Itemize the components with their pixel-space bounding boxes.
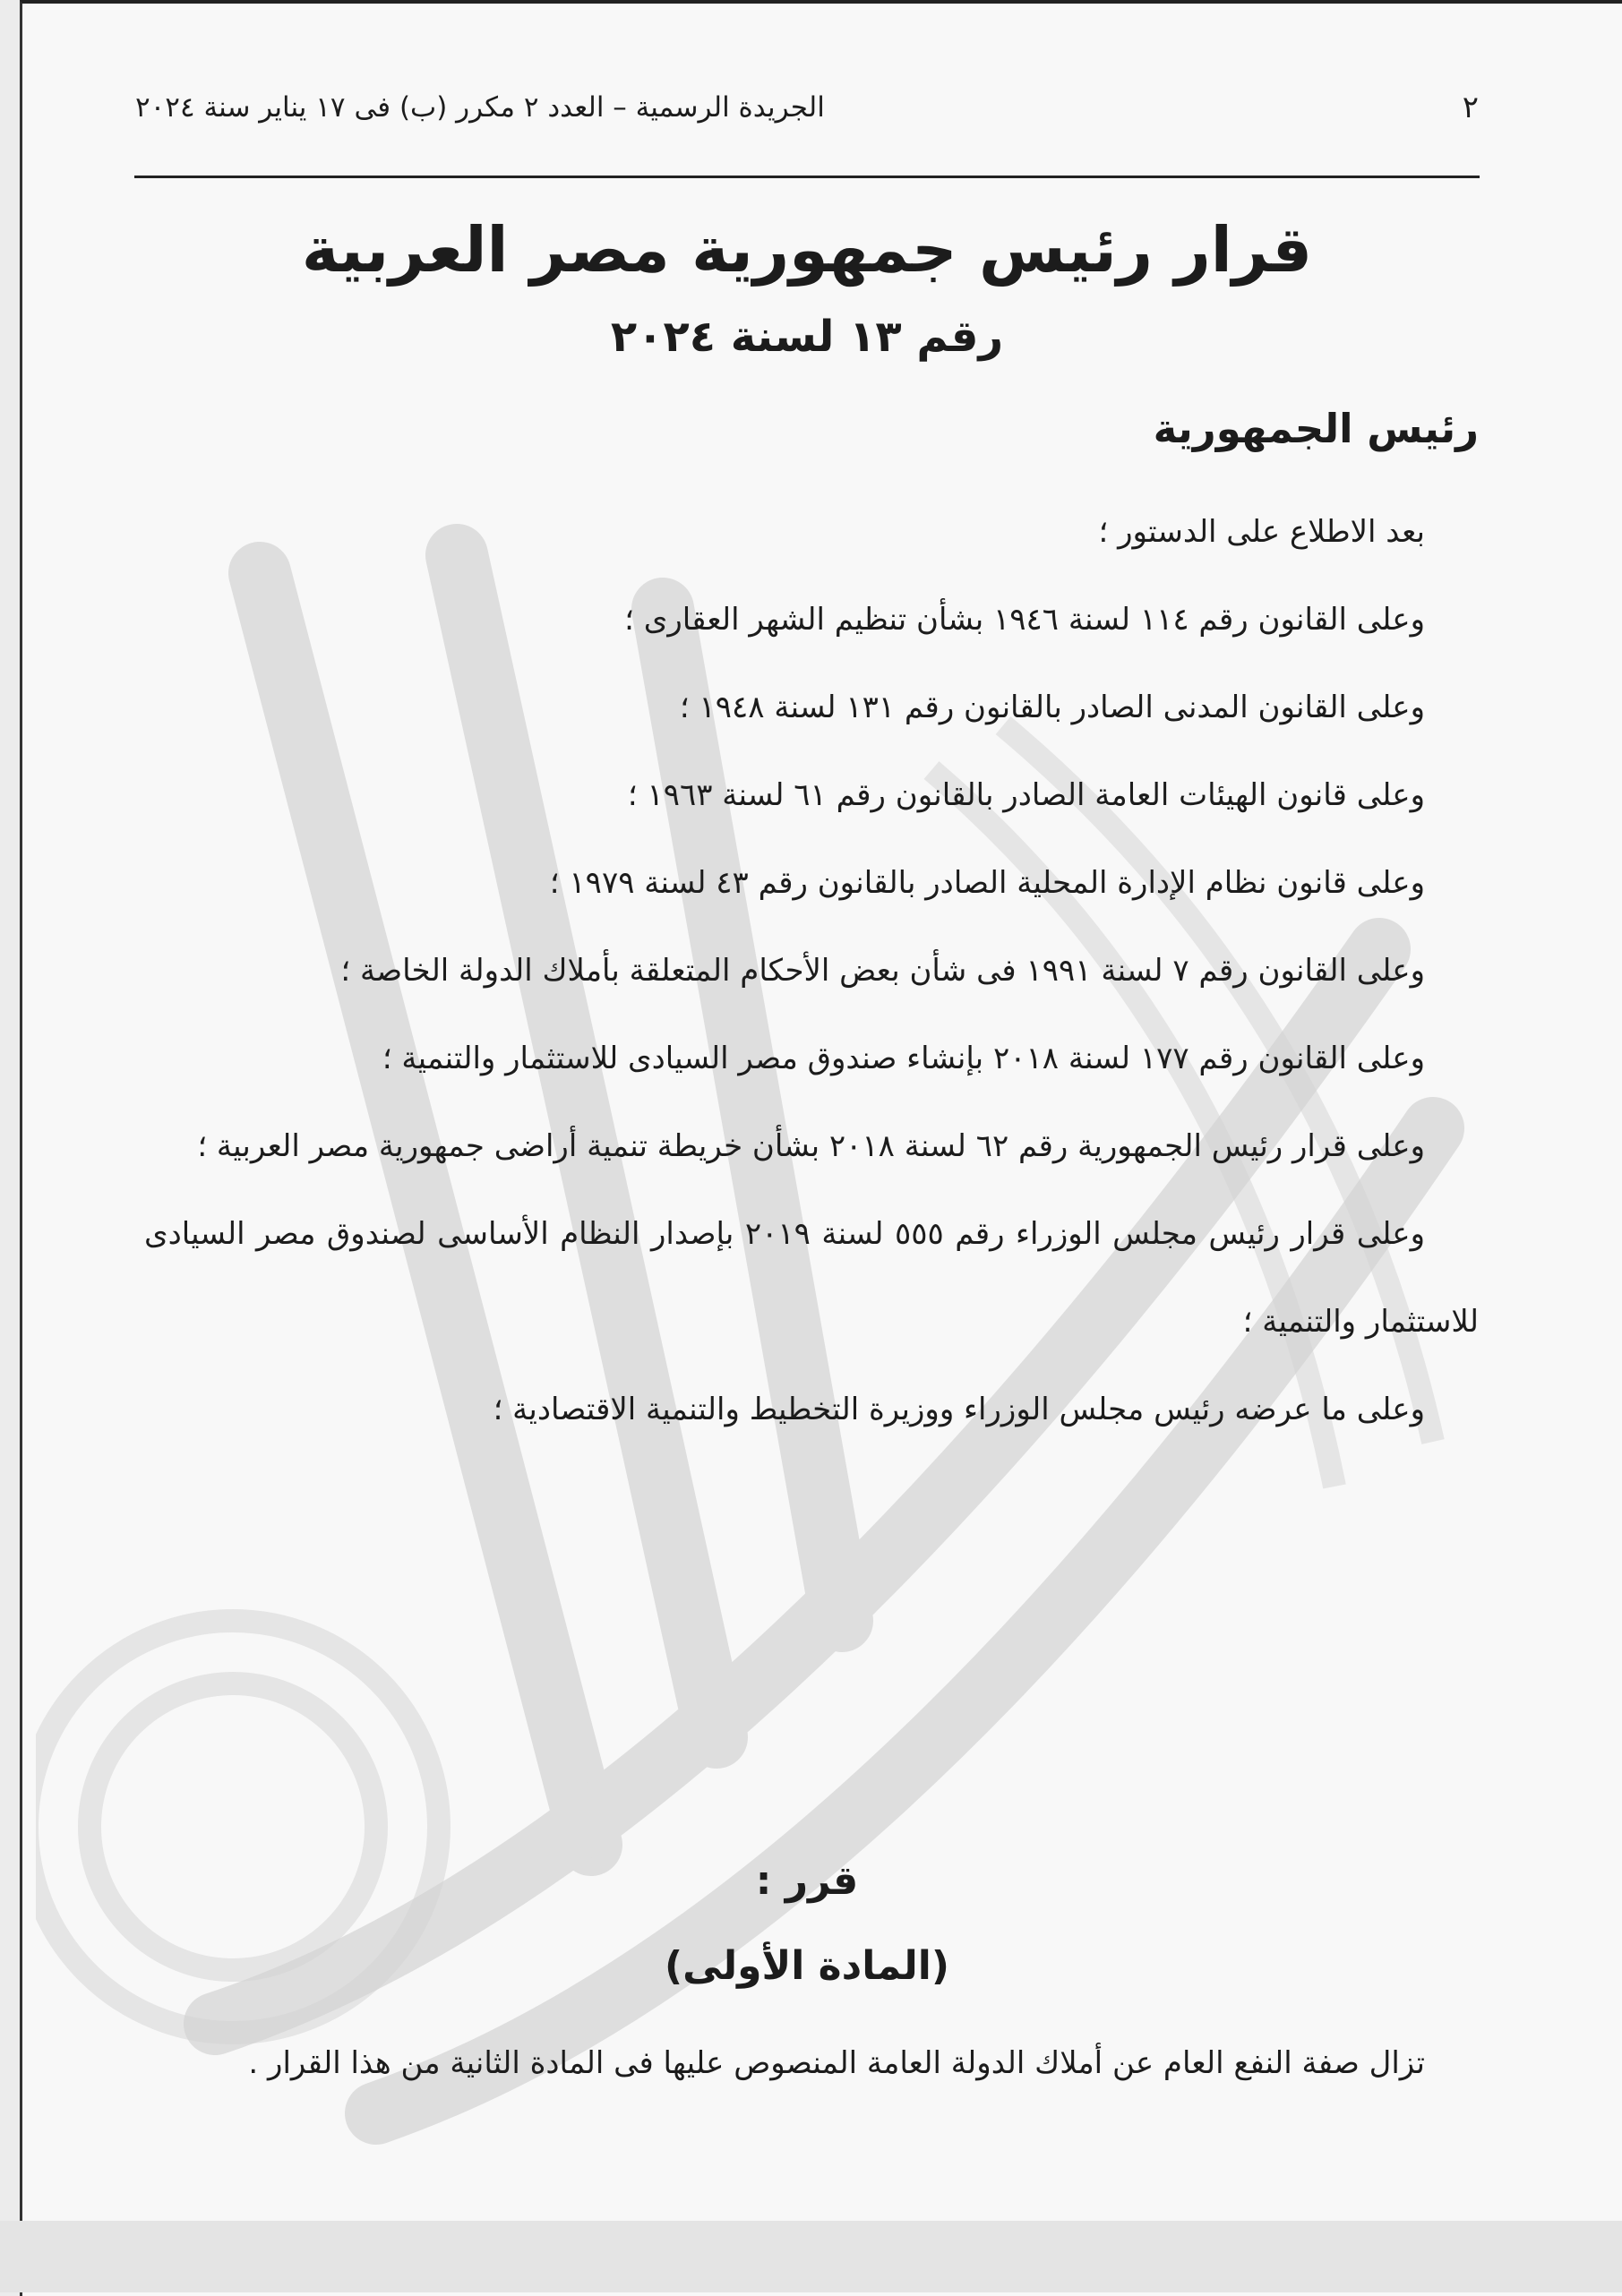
preamble-item: وعلى القانون رقم ١٧٧ لسنة ٢٠١٨ بإنشاء صندوق مصر السيادى للاستثمار والتنمية ؛ (382, 1041, 1425, 1076)
preamble-item: وعلى قرار رئيس مجلس الوزراء رقم ٥٥٥ لسنة ٢٠١٩ بإصدار النظام الأساسى لصندوق مصر السيادى للاستثمار والتنمية ؛ (144, 1216, 1479, 1340)
preamble-item: وعلى القانون المدنى الصادر بالقانون رقم ١٣١ لسنة ١٩٤٨ ؛ (679, 690, 1425, 725)
preamble (144, 488, 1479, 1453)
decision-heading: قرر : (755, 1858, 859, 1904)
decree-title: قرار رئيس جمهورية مصر العربية (301, 213, 1313, 287)
preamble-item: وعلى ما عرضه رئيس مجلس الوزراء ووزيرة التخطيط والتنمية الاقتصادية ؛ (493, 1392, 1425, 1427)
issuer-heading: رئيس الجمهورية (1153, 405, 1479, 452)
header-rule (134, 176, 1480, 178)
article-body (144, 2019, 1479, 2107)
preamble-item: وعلى القانون رقم ٧ لسنة ١٩٩١ فى شأن بعض الأحكام المتعلقة بأملاك الدولة الخاصة ؛ (340, 953, 1425, 989)
preamble-item: وعلى القانون رقم ١١٤ لسنة ١٩٤٦ بشأن تنظيم الشهر العقارى ؛ (624, 602, 1425, 638)
preamble-item: بعد الاطلاع على الدستور ؛ (1098, 514, 1425, 550)
decree-number: رقم ١٣ لسنة ٢٠٢٤ (610, 312, 1004, 362)
preamble-item: وعلى قرار رئيس الجمهورية رقم ٦٢ لسنة ٢٠١٨ بشأن خريطة تنمية أراضى جمهورية مصر العربية ؛ (197, 1128, 1425, 1164)
preamble-item: وعلى قانون نظام الإدارة المحلية الصادر بالقانون رقم ٤٣ لسنة ١٩٧٩ ؛ (549, 865, 1425, 901)
running-header (135, 90, 1479, 125)
page-number: ٢ (1462, 90, 1479, 125)
article-text: تزال صفة النفع العام عن أملاك الدولة العامة المنصوص عليها فى المادة الثانية من هذا القرار . (248, 2045, 1425, 2081)
gazette-issue-line: الجريدة الرسمية – العدد ٢ مكرر (ب) فى ١٧ يناير سنة ٢٠٢٤ (135, 91, 825, 124)
article-heading: (المادة الأولى) (665, 1943, 949, 1989)
preamble-item: وعلى قانون الهيئات العامة الصادر بالقانون رقم ٦١ لسنة ١٩٦٣ ؛ (627, 777, 1425, 813)
